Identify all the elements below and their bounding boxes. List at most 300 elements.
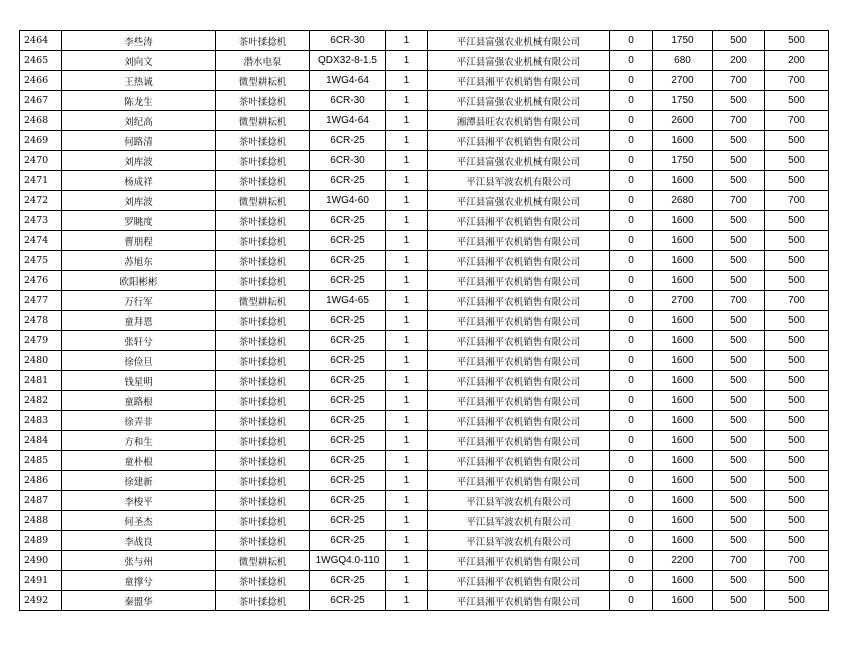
value-cell-a: 0	[610, 551, 653, 571]
quantity-cell: 1	[386, 191, 428, 211]
subsidy-cell-b: 500	[765, 371, 829, 391]
row-number-cell: 2488	[20, 511, 62, 531]
row-number-cell: 2468	[20, 111, 62, 131]
quantity-cell: 1	[386, 91, 428, 111]
dealer-cell: 平江县湘平农机销售有限公司	[428, 131, 610, 151]
subsidy-cell-b: 500	[765, 471, 829, 491]
dealer-cell: 平江县富强农业机械有限公司	[428, 51, 610, 71]
model-cell: 6CR-25	[310, 531, 386, 551]
subsidy-cell-b: 700	[765, 551, 829, 571]
quantity-cell: 1	[386, 531, 428, 551]
model-cell: 6CR-25	[310, 591, 386, 611]
machine-type-cell: 茶叶揉捻机	[216, 351, 310, 371]
row-number-cell: 2476	[20, 271, 62, 291]
quantity-cell: 1	[386, 411, 428, 431]
machine-type-cell: 茶叶揉捻机	[216, 151, 310, 171]
subsidy-cell-a: 500	[713, 531, 765, 551]
row-number-cell: 2472	[20, 191, 62, 211]
machine-type-cell: 茶叶揉捻机	[216, 411, 310, 431]
dealer-cell: 平江县湘平农机销售有限公司	[428, 391, 610, 411]
subsidy-cell-a: 500	[713, 411, 765, 431]
machine-type-cell: 茶叶揉捻机	[216, 251, 310, 271]
applicant-name-cell: 方和生	[62, 431, 216, 451]
quantity-cell: 1	[386, 331, 428, 351]
model-cell: 6CR-25	[310, 331, 386, 351]
row-number-cell: 2486	[20, 471, 62, 491]
subsidy-cell-b: 500	[765, 231, 829, 251]
price-cell: 2680	[653, 191, 713, 211]
row-number-cell: 2491	[20, 571, 62, 591]
row-number-cell: 2492	[20, 591, 62, 611]
price-cell: 2700	[653, 291, 713, 311]
model-cell: 1WG4-64	[310, 71, 386, 91]
applicant-name-cell: 徐俭旦	[62, 351, 216, 371]
model-cell: 6CR-25	[310, 391, 386, 411]
applicant-name-cell: 罗眺度	[62, 211, 216, 231]
subsidy-cell-a: 700	[713, 111, 765, 131]
price-cell: 1600	[653, 171, 713, 191]
table-row	[20, 271, 829, 291]
table-row	[20, 591, 829, 611]
subsidy-cell-a: 500	[713, 31, 765, 51]
value-cell-a: 0	[610, 591, 653, 611]
machine-type-cell: 微型耕耘机	[216, 551, 310, 571]
value-cell-a: 0	[610, 91, 653, 111]
dealer-cell: 平江县湘平农机销售有限公司	[428, 211, 610, 231]
table-row	[20, 251, 829, 271]
value-cell-a: 0	[610, 471, 653, 491]
value-cell-a: 0	[610, 111, 653, 131]
value-cell-a: 0	[610, 431, 653, 451]
quantity-cell: 1	[386, 211, 428, 231]
applicant-name-cell: 童撑兮	[62, 571, 216, 591]
price-cell: 1600	[653, 511, 713, 531]
machine-type-cell: 茶叶揉捻机	[216, 451, 310, 471]
model-cell: 6CR-25	[310, 211, 386, 231]
table-row	[20, 71, 829, 91]
table-row	[20, 91, 829, 111]
applicant-name-cell: 欧阳彬彬	[62, 271, 216, 291]
row-number-cell: 2471	[20, 171, 62, 191]
applicant-name-cell: 刘纪高	[62, 111, 216, 131]
applicant-name-cell: 童朴根	[62, 451, 216, 471]
applicant-name-cell: 曹朋程	[62, 231, 216, 251]
table-body	[20, 31, 829, 611]
quantity-cell: 1	[386, 111, 428, 131]
applicant-name-cell: 刘库波	[62, 151, 216, 171]
row-number-cell: 2480	[20, 351, 62, 371]
quantity-cell: 1	[386, 371, 428, 391]
model-cell: 6CR-25	[310, 311, 386, 331]
dealer-cell: 平江县湘平农机销售有限公司	[428, 311, 610, 331]
subsidy-cell-a: 500	[713, 371, 765, 391]
row-number-cell: 2474	[20, 231, 62, 251]
subsidy-cell-b: 500	[765, 431, 829, 451]
machine-type-cell: 微型耕耘机	[216, 191, 310, 211]
price-cell: 1750	[653, 151, 713, 171]
machine-type-cell: 茶叶揉捻机	[216, 531, 310, 551]
table-row	[20, 111, 829, 131]
model-cell: 1WG4-64	[310, 111, 386, 131]
quantity-cell: 1	[386, 231, 428, 251]
subsidy-cell-b: 500	[765, 171, 829, 191]
table-row	[20, 51, 829, 71]
dealer-cell: 平江县湘平农机销售有限公司	[428, 351, 610, 371]
table-row	[20, 191, 829, 211]
machine-type-cell: 潜水电泵	[216, 51, 310, 71]
value-cell-a: 0	[610, 511, 653, 531]
subsidy-cell-b: 500	[765, 211, 829, 231]
quantity-cell: 1	[386, 391, 428, 411]
machine-type-cell: 茶叶揉捻机	[216, 471, 310, 491]
subsidy-cell-a: 700	[713, 551, 765, 571]
subsidy-cell-a: 500	[713, 151, 765, 171]
subsidy-cell-a: 500	[713, 171, 765, 191]
dealer-cell: 平江县湘平农机销售有限公司	[428, 291, 610, 311]
subsidy-cell-a: 500	[713, 271, 765, 291]
quantity-cell: 1	[386, 511, 428, 531]
dealer-cell: 平江县湘平农机销售有限公司	[428, 331, 610, 351]
price-cell: 1600	[653, 391, 713, 411]
applicant-name-cell: 童路根	[62, 391, 216, 411]
value-cell-a: 0	[610, 51, 653, 71]
subsidy-cell-b: 500	[765, 571, 829, 591]
value-cell-a: 0	[610, 371, 653, 391]
price-cell: 1600	[653, 251, 713, 271]
row-number-cell: 2485	[20, 451, 62, 471]
subsidy-cell-a: 500	[713, 491, 765, 511]
price-cell: 1600	[653, 531, 713, 551]
machine-type-cell: 茶叶揉捻机	[216, 431, 310, 451]
value-cell-a: 0	[610, 231, 653, 251]
machine-type-cell: 茶叶揉捻机	[216, 91, 310, 111]
applicant-name-cell: 万行军	[62, 291, 216, 311]
model-cell: 6CR-25	[310, 131, 386, 151]
subsidy-cell-a: 500	[713, 131, 765, 151]
machine-type-cell: 茶叶揉捻机	[216, 231, 310, 251]
price-cell: 1750	[653, 31, 713, 51]
subsidy-cell-a: 500	[713, 311, 765, 331]
quantity-cell: 1	[386, 271, 428, 291]
applicant-name-cell: 徐弄非	[62, 411, 216, 431]
subsidy-cell-a: 500	[713, 211, 765, 231]
row-number-cell: 2489	[20, 531, 62, 551]
subsidy-cell-a: 500	[713, 391, 765, 411]
value-cell-a: 0	[610, 251, 653, 271]
subsidy-cell-b: 700	[765, 191, 829, 211]
row-number-cell: 2475	[20, 251, 62, 271]
price-cell: 2200	[653, 551, 713, 571]
machine-type-cell: 微型耕耘机	[216, 291, 310, 311]
subsidy-cell-b: 500	[765, 491, 829, 511]
row-number-cell: 2465	[20, 51, 62, 71]
row-number-cell: 2490	[20, 551, 62, 571]
price-cell: 1600	[653, 411, 713, 431]
subsidy-cell-a: 500	[713, 571, 765, 591]
table-row	[20, 291, 829, 311]
machine-type-cell: 茶叶揉捻机	[216, 211, 310, 231]
value-cell-a: 0	[610, 291, 653, 311]
value-cell-a: 0	[610, 151, 653, 171]
dealer-cell: 平江县湘平农机销售有限公司	[428, 231, 610, 251]
model-cell: 6CR-25	[310, 451, 386, 471]
value-cell-a: 0	[610, 271, 653, 291]
subsidy-cell-a: 500	[713, 471, 765, 491]
quantity-cell: 1	[386, 571, 428, 591]
quantity-cell: 1	[386, 431, 428, 451]
row-number-cell: 2464	[20, 31, 62, 51]
subsidy-cell-b: 500	[765, 451, 829, 471]
price-cell: 1600	[653, 131, 713, 151]
machine-type-cell: 微型耕耘机	[216, 71, 310, 91]
value-cell-a: 0	[610, 391, 653, 411]
quantity-cell: 1	[386, 351, 428, 371]
applicant-name-cell: 刘库波	[62, 191, 216, 211]
dealer-cell: 平江县湘平农机销售有限公司	[428, 271, 610, 291]
machine-type-cell: 茶叶揉捻机	[216, 571, 310, 591]
dealer-cell: 平江县军波农机有限公司	[428, 491, 610, 511]
machine-type-cell: 茶叶揉捻机	[216, 171, 310, 191]
value-cell-a: 0	[610, 311, 653, 331]
row-number-cell: 2482	[20, 391, 62, 411]
applicant-name-cell: 李些涛	[62, 31, 216, 51]
model-cell: 1WG4-60	[310, 191, 386, 211]
price-cell: 1750	[653, 91, 713, 111]
dealer-cell: 平江县军波农机有限公司	[428, 171, 610, 191]
price-cell: 1600	[653, 571, 713, 591]
machine-type-cell: 茶叶揉捻机	[216, 491, 310, 511]
applicant-name-cell: 何圣杰	[62, 511, 216, 531]
model-cell: 6CR-25	[310, 371, 386, 391]
table-row	[20, 151, 829, 171]
subsidy-cell-b: 500	[765, 331, 829, 351]
dealer-cell: 平江县湘平农机销售有限公司	[428, 411, 610, 431]
value-cell-a: 0	[610, 171, 653, 191]
row-number-cell: 2477	[20, 291, 62, 311]
subsidy-cell-b: 500	[765, 591, 829, 611]
dealer-cell: 平江县富强农业机械有限公司	[428, 91, 610, 111]
table-row	[20, 371, 829, 391]
quantity-cell: 1	[386, 31, 428, 51]
value-cell-a: 0	[610, 71, 653, 91]
model-cell: 6CR-25	[310, 171, 386, 191]
model-cell: 6CR-30	[310, 91, 386, 111]
applicant-name-cell: 徐建新	[62, 471, 216, 491]
machine-type-cell: 微型耕耘机	[216, 111, 310, 131]
applicant-name-cell: 苏旭东	[62, 251, 216, 271]
model-cell: 6CR-25	[310, 351, 386, 371]
row-number-cell: 2483	[20, 411, 62, 431]
table-row	[20, 411, 829, 431]
applicant-name-cell: 李战良	[62, 531, 216, 551]
machine-type-cell: 茶叶揉捻机	[216, 331, 310, 351]
applicant-name-cell: 杨成祥	[62, 171, 216, 191]
subsidy-cell-a: 500	[713, 451, 765, 471]
dealer-cell: 平江县湘平农机销售有限公司	[428, 471, 610, 491]
model-cell: 6CR-25	[310, 411, 386, 431]
row-number-cell: 2481	[20, 371, 62, 391]
table-row	[20, 31, 829, 51]
quantity-cell: 1	[386, 151, 428, 171]
subsidy-cell-a: 500	[713, 231, 765, 251]
subsidy-cell-a: 500	[713, 251, 765, 271]
value-cell-a: 0	[610, 411, 653, 431]
price-cell: 2700	[653, 71, 713, 91]
dealer-cell: 平江县湘平农机销售有限公司	[428, 251, 610, 271]
price-cell: 1600	[653, 371, 713, 391]
row-number-cell: 2473	[20, 211, 62, 231]
model-cell: 6CR-25	[310, 571, 386, 591]
applicant-name-cell: 李梭平	[62, 491, 216, 511]
subsidy-cell-a: 500	[713, 91, 765, 111]
table-row	[20, 131, 829, 151]
value-cell-a: 0	[610, 211, 653, 231]
machine-type-cell: 茶叶揉捻机	[216, 371, 310, 391]
value-cell-a: 0	[610, 571, 653, 591]
quantity-cell: 1	[386, 171, 428, 191]
row-number-cell: 2478	[20, 311, 62, 331]
dealer-cell: 平江县湘平农机销售有限公司	[428, 551, 610, 571]
row-number-cell: 2467	[20, 91, 62, 111]
price-cell: 680	[653, 51, 713, 71]
quantity-cell: 1	[386, 471, 428, 491]
price-cell: 1600	[653, 591, 713, 611]
value-cell-a: 0	[610, 531, 653, 551]
price-cell: 1600	[653, 331, 713, 351]
applicant-name-cell: 张与州	[62, 551, 216, 571]
machine-type-cell: 茶叶揉捻机	[216, 271, 310, 291]
dealer-cell: 平江县湘平农机销售有限公司	[428, 431, 610, 451]
quantity-cell: 1	[386, 451, 428, 471]
machine-type-cell: 茶叶揉捻机	[216, 31, 310, 51]
table-row	[20, 391, 829, 411]
row-number-cell: 2487	[20, 491, 62, 511]
price-cell: 1600	[653, 471, 713, 491]
subsidy-cell-b: 500	[765, 351, 829, 371]
row-number-cell: 2466	[20, 71, 62, 91]
value-cell-a: 0	[610, 31, 653, 51]
applicant-name-cell: 秦盟华	[62, 591, 216, 611]
applicant-name-cell: 陈龙生	[62, 91, 216, 111]
quantity-cell: 1	[386, 251, 428, 271]
value-cell-a: 0	[610, 451, 653, 471]
table-row	[20, 351, 829, 371]
row-number-cell: 2479	[20, 331, 62, 351]
subsidy-cell-b: 700	[765, 291, 829, 311]
subsidy-cell-b: 500	[765, 391, 829, 411]
dealer-cell: 平江县富强农业机械有限公司	[428, 191, 610, 211]
subsidy-cell-a: 500	[713, 511, 765, 531]
value-cell-a: 0	[610, 351, 653, 371]
subsidy-cell-b: 500	[765, 511, 829, 531]
table-row	[20, 171, 829, 191]
applicant-name-cell: 钱星明	[62, 371, 216, 391]
model-cell: 6CR-25	[310, 231, 386, 251]
model-cell: 6CR-25	[310, 511, 386, 531]
dealer-cell: 平江县湘平农机销售有限公司	[428, 451, 610, 471]
subsidy-cell-b: 500	[765, 91, 829, 111]
model-cell: 1WG4-65	[310, 291, 386, 311]
table-row	[20, 551, 829, 571]
quantity-cell: 1	[386, 551, 428, 571]
applicant-name-cell: 何路清	[62, 131, 216, 151]
quantity-cell: 1	[386, 311, 428, 331]
machine-type-cell: 茶叶揉捻机	[216, 131, 310, 151]
model-cell: 1WGQ4.0-110	[310, 551, 386, 571]
table-row	[20, 231, 829, 251]
machine-type-cell: 茶叶揉捻机	[216, 511, 310, 531]
applicant-name-cell: 王热诚	[62, 71, 216, 91]
price-cell: 1600	[653, 271, 713, 291]
price-cell: 1600	[653, 231, 713, 251]
price-cell: 1600	[653, 451, 713, 471]
dealer-cell: 平江县富强农业机械有限公司	[428, 31, 610, 51]
table-row	[20, 471, 829, 491]
model-cell: 6CR-25	[310, 431, 386, 451]
dealer-cell: 平江县军波农机有限公司	[428, 531, 610, 551]
model-cell: 6CR-25	[310, 491, 386, 511]
table-row	[20, 451, 829, 471]
quantity-cell: 1	[386, 491, 428, 511]
subsidy-cell-a: 700	[713, 71, 765, 91]
quantity-cell: 1	[386, 291, 428, 311]
subsidy-cell-b: 700	[765, 111, 829, 131]
dealer-cell: 平江县湘平农机销售有限公司	[428, 371, 610, 391]
price-cell: 2600	[653, 111, 713, 131]
model-cell: 6CR-30	[310, 31, 386, 51]
subsidy-cell-a: 500	[713, 431, 765, 451]
price-cell: 1600	[653, 351, 713, 371]
subsidy-cell-a: 500	[713, 351, 765, 371]
subsidy-cell-b: 500	[765, 411, 829, 431]
dealer-cell: 湘潭县旺农农机销售有限公司	[428, 111, 610, 131]
value-cell-a: 0	[610, 191, 653, 211]
table-row	[20, 491, 829, 511]
price-cell: 1600	[653, 211, 713, 231]
quantity-cell: 1	[386, 51, 428, 71]
machine-type-cell: 茶叶揉捻机	[216, 591, 310, 611]
subsidy-cell-b: 700	[765, 71, 829, 91]
subsidy-table	[19, 30, 829, 611]
model-cell: QDX32-8-1.5	[310, 51, 386, 71]
subsidy-cell-a: 700	[713, 291, 765, 311]
price-cell: 1600	[653, 431, 713, 451]
table-row	[20, 311, 829, 331]
applicant-name-cell: 刘向文	[62, 51, 216, 71]
subsidy-cell-b: 200	[765, 51, 829, 71]
subsidy-cell-b: 500	[765, 531, 829, 551]
table-row	[20, 431, 829, 451]
dealer-cell: 平江县湘平农机销售有限公司	[428, 71, 610, 91]
subsidy-cell-b: 500	[765, 251, 829, 271]
row-number-cell: 2484	[20, 431, 62, 451]
row-number-cell: 2469	[20, 131, 62, 151]
subsidy-cell-a: 200	[713, 51, 765, 71]
model-cell: 6CR-25	[310, 471, 386, 491]
dealer-cell: 平江县湘平农机销售有限公司	[428, 591, 610, 611]
subsidy-cell-b: 500	[765, 31, 829, 51]
row-number-cell: 2470	[20, 151, 62, 171]
model-cell: 6CR-30	[310, 151, 386, 171]
machine-type-cell: 茶叶揉捻机	[216, 311, 310, 331]
value-cell-a: 0	[610, 491, 653, 511]
quantity-cell: 1	[386, 71, 428, 91]
quantity-cell: 1	[386, 131, 428, 151]
table-row	[20, 211, 829, 231]
subsidy-cell-a: 500	[713, 331, 765, 351]
subsidy-cell-b: 500	[765, 271, 829, 291]
applicant-name-cell: 张轩兮	[62, 331, 216, 351]
